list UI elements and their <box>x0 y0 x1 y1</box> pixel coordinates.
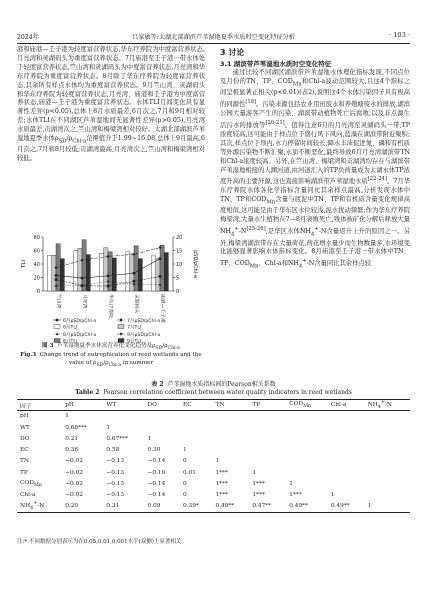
table-cell <box>286 411 328 422</box>
table-title-en: Pearson correlation coefficient between water quality indicators in reed wetlands <box>103 389 352 396</box>
table-cell <box>145 422 180 433</box>
table-cell: −0.14 <box>147 458 166 465</box>
x-tick-label: 月亮湾 <box>81 294 87 309</box>
table-cell <box>365 411 410 422</box>
y2-tick-label: 10 <box>176 261 183 268</box>
bar <box>48 255 52 291</box>
legend-label: 8月TLI <box>63 339 78 345</box>
table-cell: −0.02 <box>65 481 83 487</box>
running-title: 吕家敏等:太湖北部湖滨芦苇湿地夏季水质时空变化特征分析 <box>132 34 295 41</box>
table-cell: −0.13 <box>106 458 125 465</box>
y2-tick-label: 5 <box>176 275 180 282</box>
figure-caption <box>17 343 205 369</box>
table-cell: 1*** <box>289 492 302 499</box>
table-cell <box>213 411 250 422</box>
table-cell <box>328 456 365 467</box>
table-cell: 0.36 <box>65 447 79 454</box>
table-cell: 1 <box>215 458 220 465</box>
bar <box>112 258 116 291</box>
table-cell: 1 <box>106 424 111 431</box>
table-cell: Chl-a <box>20 492 36 499</box>
table-cell: 1 <box>365 501 410 512</box>
legend-label: 7月ρSD/ρChl-a <box>127 318 161 324</box>
legend-label: 6月ρSD/ρChl-a <box>63 318 97 324</box>
table-cell <box>365 444 410 455</box>
table-cell <box>328 444 365 455</box>
legend-bar-swatch <box>118 325 124 329</box>
table-cell: 1*** <box>215 469 228 476</box>
table-cell: 1 <box>65 413 69 420</box>
left-column <box>17 46 205 164</box>
bar <box>100 253 104 291</box>
table-title: 芦苇湿地水质指标间的Pearson相关系数 <box>167 381 276 388</box>
left-paragraph: 港和庙港—壬子港为轻度富营养状态,华东疗养院为中度富营养状态,月亮湾和灵湖码头为重度富营养状态。7月庙港至壬子港一带水体处于轻度富营养状态,竺山湾和灵湖码头为中度富营养状态,月亮湾和华东疗养院为重度富营养状态。8月除了华东疗养院为轻度富营养状态,其余所有样点水体均为重度富营养状态。9月竺山湾、灵湖码头和华东疗养院为轻度富营养状态,月亮湾、庙港和壬子港为中度富营养状态,庙港—壬子港为重度富营养状态。水体TLI月间变化具有显著性差异(p<0.05),总体上8月水质最差,6月次之,7月和9月相对较差;水体TLI在不同湖区芦苇湿地间无显著性差异(p>0.05),月亮湾水质最差,贡湖湾次之,竺山湾和梅梁湾相对较好。太湖北部湖滨芦苇湿地夏季水体$\rho_{SD}/\rho_{Chl-a}$范围值介于1.99~16.08,总体上9月最高,6月次之,7月和8月较低;贡湖湾最高,月亮湾次之,竺山湾和梅梁湾相对较低。 <box>17 46 206 163</box>
bar <box>126 252 130 291</box>
year-label: 2024年 <box>17 34 39 41</box>
bar <box>156 259 160 291</box>
table-cell <box>328 411 365 422</box>
header-rule <box>17 43 410 44</box>
table-cell: 1*** <box>215 481 228 487</box>
line-point <box>159 275 162 278</box>
legend-label: 9月TLI <box>127 339 142 345</box>
legend-bar-swatch <box>54 339 60 343</box>
bar <box>74 251 78 292</box>
table-cell: 1 <box>330 492 335 499</box>
table-cell: 0 <box>182 458 187 465</box>
line-point <box>56 319 59 322</box>
table-row <box>17 501 410 512</box>
table-cell <box>328 467 365 478</box>
table-cell: pH <box>20 413 29 420</box>
table-row <box>17 422 410 433</box>
legend-bar-swatch <box>54 325 60 329</box>
x-tick-label: 庙港—壬子港 <box>159 294 165 323</box>
line-point <box>107 285 110 288</box>
table-cell <box>249 456 286 467</box>
line-point <box>120 319 123 322</box>
table-cell: 0 <box>182 492 187 499</box>
table-cell: DO <box>20 435 30 442</box>
table-cell <box>365 490 410 501</box>
table-cell: 0.30 <box>147 447 161 454</box>
x-tick-label: 灵湖码头 <box>133 294 139 314</box>
table-header-cell: TP <box>249 400 286 411</box>
table-cell <box>249 444 286 455</box>
x-tick-label: 竺山湾 <box>55 294 61 309</box>
y2-axis-title: ρSD/ρChl-a <box>192 250 198 278</box>
table-body <box>17 411 410 513</box>
figure-title: 芦苇湿地夏季水体富营养化变化趋势及$\rho_{SD}/\rho_{Chl-a}$ <box>57 343 180 352</box>
table-cell <box>180 411 213 422</box>
table-cell <box>213 444 250 455</box>
y-axis-title: TLI <box>21 259 27 269</box>
table-cell: EC <box>20 447 29 454</box>
table-cell: −0.02 <box>65 458 83 465</box>
y2-tick-label: 20 <box>176 234 183 241</box>
table-cell: −0.14 <box>147 481 166 487</box>
figure-title-en: Change trend of eutrophication of reed wetlands and the value of $\rho_{SD}/\rho_{Chl-a}$ in summer <box>39 352 202 368</box>
table-cell: 1 <box>147 435 152 442</box>
table-cell: 0.01 <box>182 469 196 476</box>
table-cell: 1*** <box>252 492 265 499</box>
table-header-cell: TN <box>213 400 250 411</box>
table-header-cell: DO <box>145 400 180 411</box>
table-cell <box>365 433 410 444</box>
legend-label: 9月ρSD/ρChl-a <box>127 332 161 338</box>
line-point <box>133 272 136 275</box>
table-header-cell: pH <box>62 400 103 411</box>
legend-label: 8月ρSD/ρChl-a <box>63 332 97 338</box>
table-cell: 1 <box>252 469 257 476</box>
table-cell: 0.21 <box>65 435 79 442</box>
table-row <box>17 444 410 455</box>
table-cell: $NH_4^+-N$ <box>17 501 62 512</box>
table-cell <box>180 433 213 444</box>
table-cell <box>180 422 213 433</box>
bar <box>138 259 142 291</box>
table-cell: 0.68*** <box>65 424 87 431</box>
table-header-row <box>17 400 410 411</box>
table-cell: −0.14 <box>147 492 166 499</box>
bar <box>104 248 108 291</box>
table-cell: 0.20 <box>62 501 103 512</box>
table-cell: 0.09 <box>145 501 180 512</box>
table-header-cell: $COD_{Mn}$ <box>286 400 328 411</box>
table-cell: 1 <box>182 447 187 454</box>
line-point <box>81 277 84 280</box>
tli-chart <box>17 231 205 345</box>
table-cell: 0.67*** <box>106 435 128 442</box>
y2-tick-label: 0 <box>176 288 180 295</box>
table-cell <box>249 422 286 433</box>
table-cell: 1*** <box>252 481 265 487</box>
running-header <box>17 30 410 42</box>
table-cell: 0 <box>182 481 187 487</box>
table-row <box>17 456 410 467</box>
table-cell: −0.13 <box>106 469 125 476</box>
table-cell: −0.13 <box>106 481 125 487</box>
legend-bar-swatch <box>118 339 124 343</box>
table-cell: 0.49** <box>286 501 328 512</box>
table-cell: TN <box>20 458 29 465</box>
table-cell: −0.02 <box>65 492 83 499</box>
bar <box>164 253 168 291</box>
line-point <box>133 280 136 283</box>
table-row <box>17 490 410 501</box>
table-cell <box>286 444 328 455</box>
table-cell <box>213 433 250 444</box>
table-cell <box>249 433 286 444</box>
table-cell <box>286 422 328 433</box>
y-tick-label: 20 <box>33 275 40 282</box>
y-tick-label: 0 <box>36 288 40 295</box>
table-header-cell: Chl-a <box>328 400 365 411</box>
y-tick-label: 60 <box>33 248 40 255</box>
table-cell <box>365 422 410 433</box>
table-cell <box>365 456 410 467</box>
line-point <box>159 257 162 260</box>
table-cell <box>249 411 286 422</box>
y-tick-label: 40 <box>33 261 40 268</box>
table-cell: −0.02 <box>65 469 83 476</box>
bar <box>60 259 64 291</box>
table-header-cell: $NH_4^+-N$ <box>365 400 410 411</box>
table-cell <box>365 467 410 478</box>
table-label: 表 2 <box>151 381 164 388</box>
right-paragraph: 通过比较不同湖区湖滨带芦苇湿地水体理化指标发现,不同点位及月份的TN、TP、$COD_{Mn}$和Chl-a波动范围较大,且这4个指标之间呈极显著正相关(p<0.01)(表2),说明这4个水体污染因子具有极高的同源性[18]。污染来源包括农业用田废水和养殖塘废水的排放,湖滨公园大量游客产生的污染、湖滨带动植物死亡后腐败,以及非点源生活污水的排放等[20-21]。值得注意6月的月亮湾至灵湖码头一带,TP浓度较高,这可能由于样点位于盛行风下风向,蓝藻在湖滨带附近聚积;其次,样点位于坝内,水力停留时间较长,降水丰沛促进氮、磷和有机质等外源污染物不断汇聚,水质不断恶化,最终导致6月月亮湾湖滨带TN和Chl-a浓度较高。另外,在竺山湾、梅梁湾和贡湖湾均存在与湖滨带芦苇湿地相接的人渊河道,由河道汇入的TP负荷量成为太湖水体TP浓度升高的主要外源,这也直接影响湖滨带芦苇湿地水质[22-24]。7月华东疗养院水体各化学指标含量同比其余样点最高,分析发现水体中TN、TP和$COD_{Mn}$含量与底泥中TN、TP和有机质含量变化规律高度相似,这可能是由于华东区水位较浅,泥水扰动频繁;作为华东疗养院梅梁湾,大量水生植物在7—8月衰败死亡,残体被矿化分解后释放大量$NH_4^+-N[25-26]$,是华区水体$NH_4^+-N$含量返升上升的原因之一。另外,梅梁湾湖滨带存在大量荷花,荷花增水量少而生物数量多,水环境变化能够显著影响水体指标变化。8月庙港至壬子港一带水体中TN、TP、$COD_{Mn}$、Chl-a和$NH_4^+-N$含量同比其余样点较 <box>220 69 411 270</box>
table-cell <box>365 478 410 489</box>
page-number: · 103 · <box>389 31 410 39</box>
correlation-table <box>17 399 410 513</box>
table-row <box>17 433 410 444</box>
section-title: 3 讨论 <box>220 48 245 57</box>
table-row <box>17 478 410 489</box>
table-cell: WT <box>20 424 30 431</box>
table-cell <box>103 411 144 422</box>
line-point <box>55 274 58 277</box>
line-point <box>120 332 123 335</box>
table-cell <box>145 411 180 422</box>
table-row <box>17 467 410 478</box>
line-point <box>55 278 58 281</box>
table-cell <box>286 456 328 467</box>
table-cell <box>328 422 365 433</box>
table-row <box>17 411 410 422</box>
table-header-cell: EC <box>180 400 213 411</box>
table-note: 注:* 不同数据分别表示为在0.05,0.01,0.001水平(双侧)上显著相关。 <box>17 539 187 545</box>
table-cell: TP <box>20 469 28 476</box>
figure-label: 图 3 <box>42 343 54 349</box>
subsection-title: 3.1 湖滨带芦苇湿地水质时空变化特征 <box>220 60 332 68</box>
table-cell: 0.49** <box>328 501 365 512</box>
table-cell: 0.58 <box>106 447 120 454</box>
y2-tick-label: 15 <box>176 248 183 255</box>
table-cell: −0.10 <box>147 469 166 476</box>
table-cell <box>286 433 328 444</box>
line-point <box>107 274 110 277</box>
table-cell: 0.31 <box>103 501 144 512</box>
table-cell <box>328 433 365 444</box>
table-label-en: Table 2 <box>75 389 100 396</box>
bar <box>82 240 86 291</box>
table-cell: $COD_{Mn}$ <box>20 479 42 489</box>
table-cell <box>213 422 250 433</box>
table-cell: −0.13 <box>106 492 125 499</box>
right-column <box>220 69 410 272</box>
table-cell: 1*** <box>215 492 228 499</box>
table-cell: 0.49** <box>213 501 250 512</box>
y-tick-label: 80 <box>33 234 40 241</box>
figure-label-en: Fig.3 <box>20 352 37 359</box>
table-cell <box>286 467 328 478</box>
table-cell: 1 <box>289 481 293 487</box>
legend-label: 7月TLI <box>127 325 142 331</box>
table-cell: 0.47** <box>249 501 286 512</box>
table-header-cell: WT <box>103 400 144 411</box>
table-cell: 0.39* <box>180 501 213 512</box>
table-cell <box>328 478 365 489</box>
table-header-cell: 因子 <box>17 400 62 411</box>
table-caption <box>17 381 410 397</box>
legend-label: 6月TLI <box>63 325 78 331</box>
x-tick-label: 华东疗养院 <box>107 294 113 318</box>
